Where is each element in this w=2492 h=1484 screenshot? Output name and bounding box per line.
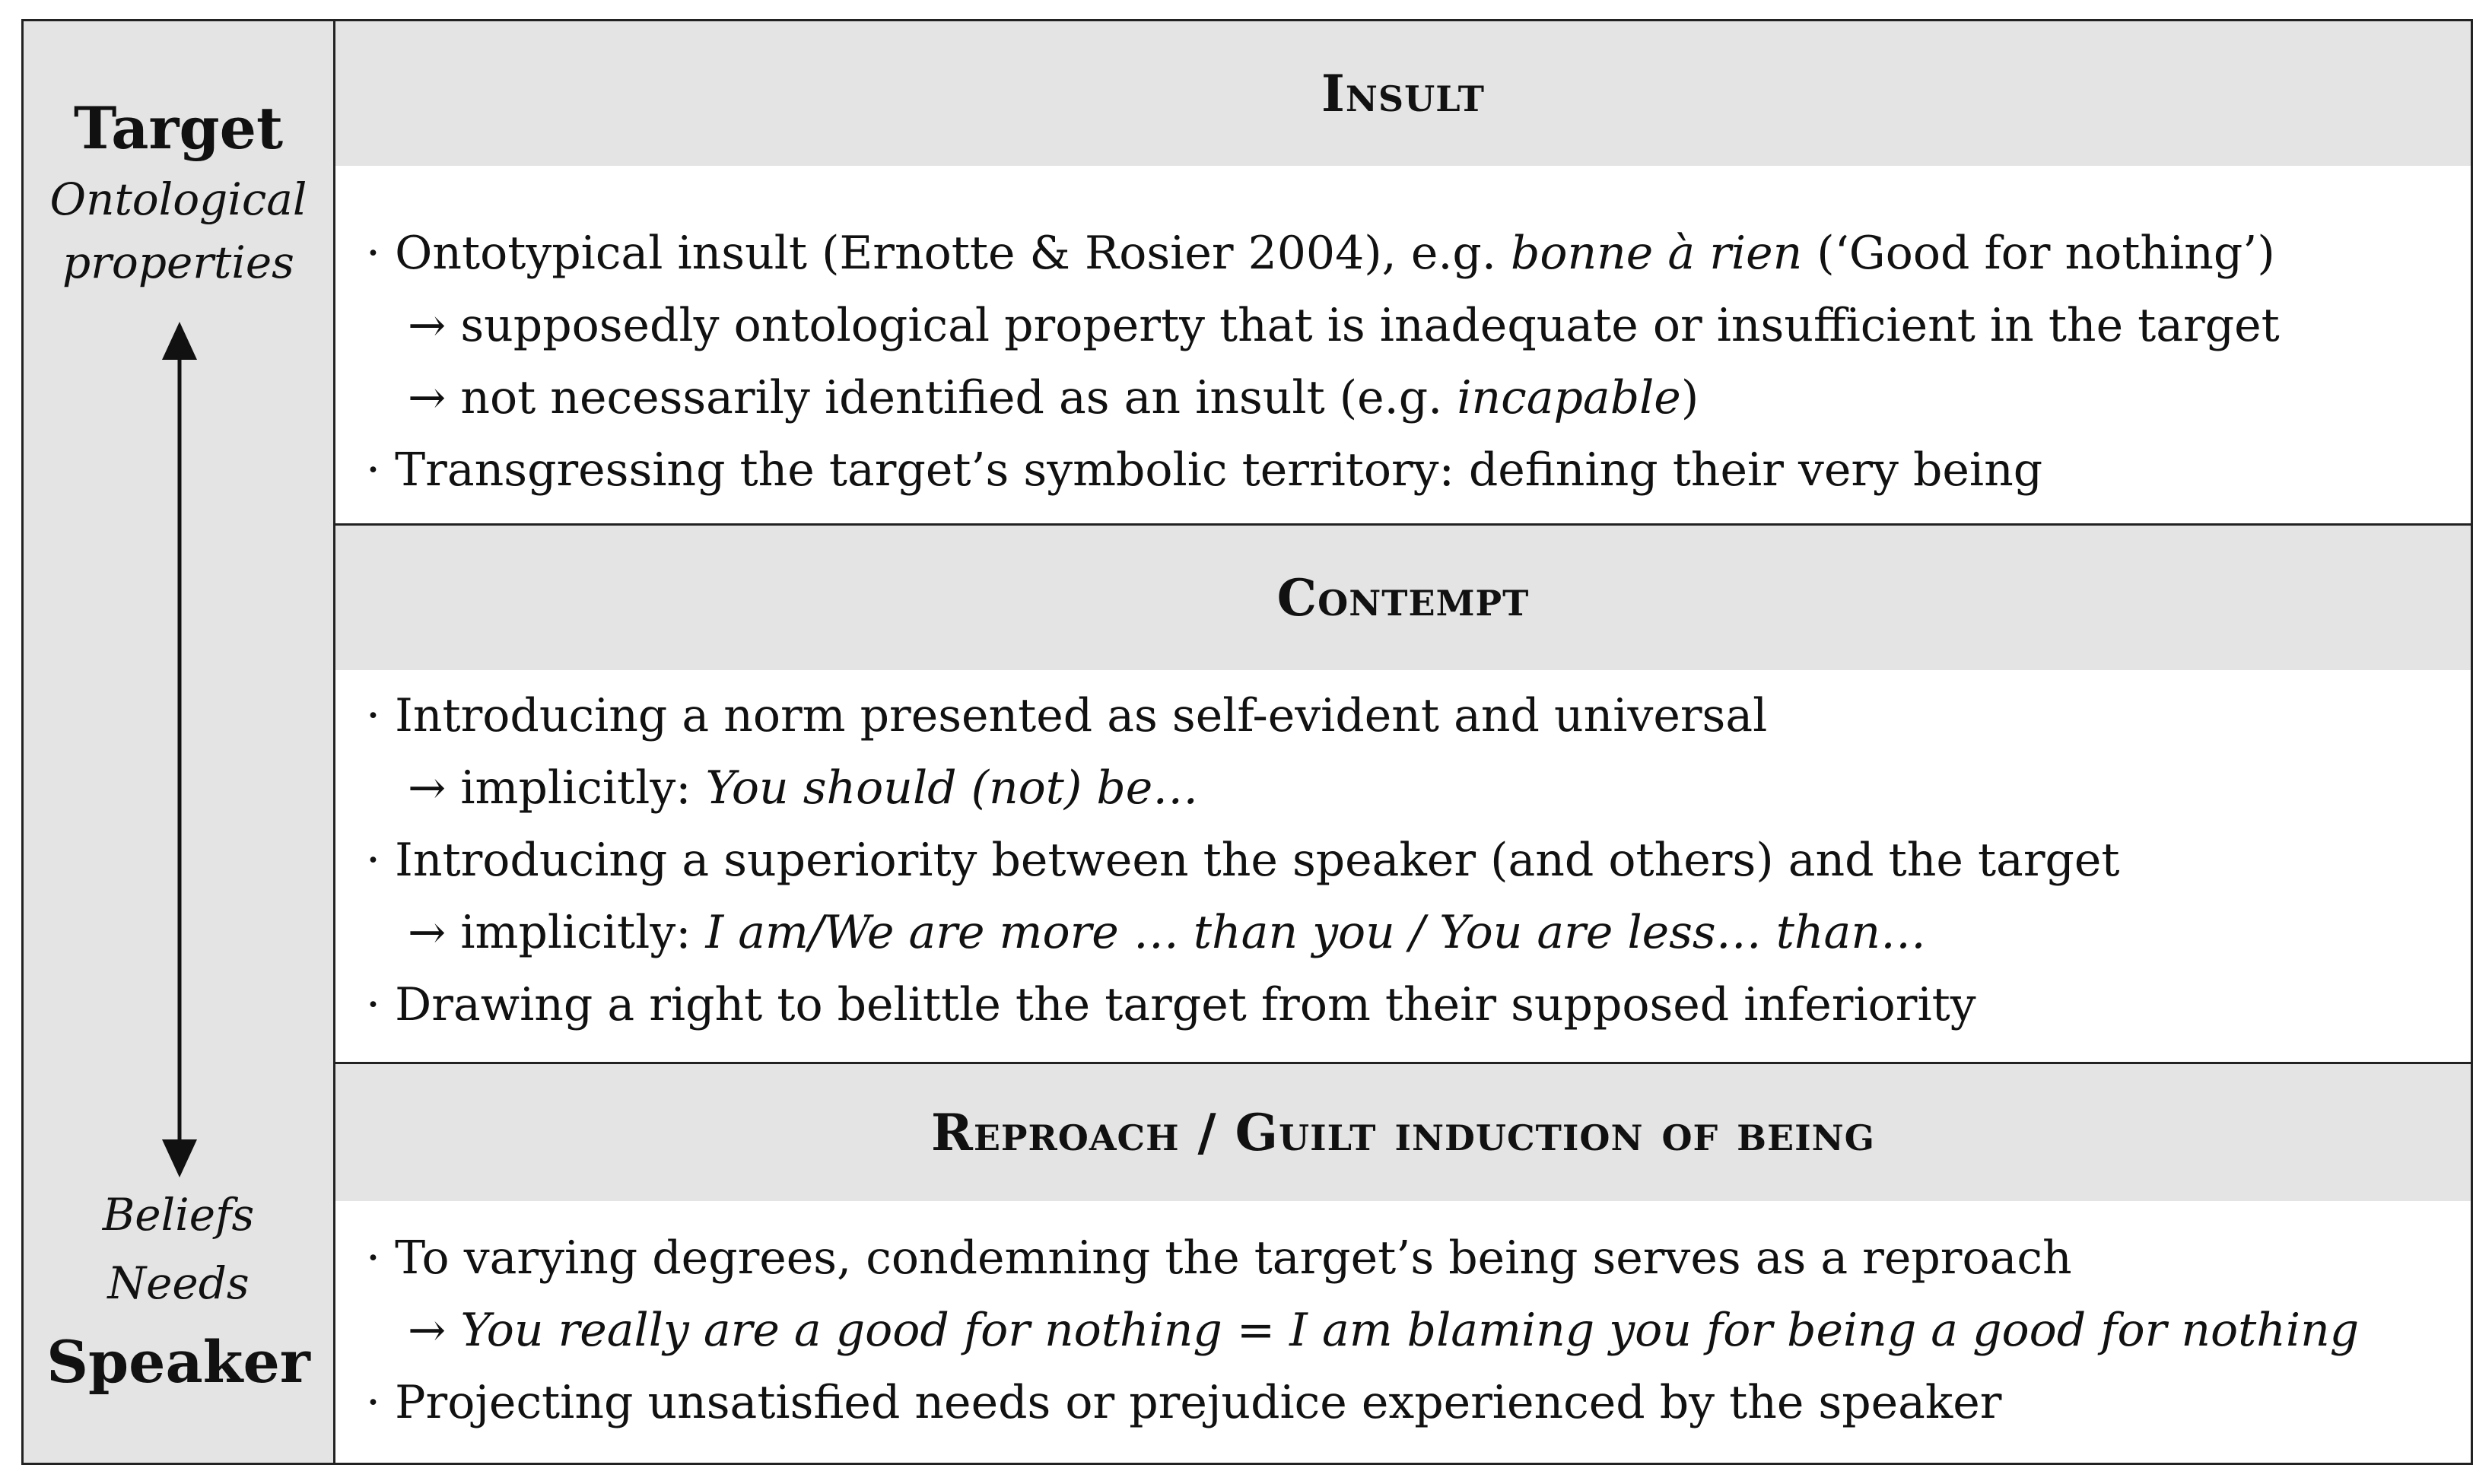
reproach-line-3: · Projecting unsatisfied needs or prejudice experienced by the speaker: [366, 1376, 2002, 1429]
axis-bottom-sublabel-2: Needs: [107, 1257, 250, 1309]
target-speaker-axis: [24, 21, 335, 1463]
axis-bottom-label: Speaker: [46, 1328, 310, 1396]
contempt-line-4: → implicitly: I am/We are more … than you / You are less… than…: [408, 906, 1926, 959]
sections-column: [335, 21, 2471, 1463]
axis-bottom-sublabel-1: Beliefs: [102, 1189, 255, 1241]
contempt-line-3: · Introducing a superiority between the speaker (and others) and the target: [366, 834, 2120, 887]
insult-line-1: · Ontotypical insult (Ernotte & Rosier 2004), e.g. bonne à rien (‘Good for nothing’): [366, 227, 2275, 280]
reproach-line-1: · To varying degrees, condemning the target’s being serves as a reproach: [366, 1231, 2072, 1285]
axis-top-sublabel-2: properties: [62, 237, 294, 288]
double-headed-arrow-icon: [145, 322, 214, 1177]
section-header-reproach: Reproach / Guilt induction of being: [335, 1064, 2471, 1201]
insult-line-3: → not necessarily identified as an insult (e.g. incapable): [408, 371, 1699, 424]
section-header-insult: Insult: [335, 21, 2471, 166]
contempt-line-1: · Introducing a norm presented as self-evident and universal: [366, 689, 1768, 742]
section-header-contempt: Contempt: [335, 526, 2471, 670]
insult-line-4: · Transgressing the target’s symbolic territory: defining their very being: [366, 443, 2043, 497]
axis-top-sublabel-1: Ontological: [49, 173, 307, 225]
reproach-line-2: → You really are a good for nothing = I am blaming you for being a good for nothing: [408, 1304, 2360, 1357]
typology-figure: [21, 19, 2473, 1465]
section-body-reproach: [335, 1201, 2471, 1463]
contempt-line-2: → implicitly: You should (not) be…: [408, 761, 1199, 815]
insult-line-2: → supposedly ontological property that is inadequate or insufficient in the target: [408, 299, 2280, 352]
axis-top-label: Target: [73, 94, 284, 162]
contempt-line-5: · Drawing a right to belittle the target from their supposed inferiority: [366, 978, 1976, 1031]
section-body-contempt: [335, 670, 2471, 1062]
section-body-insult: [335, 166, 2471, 523]
